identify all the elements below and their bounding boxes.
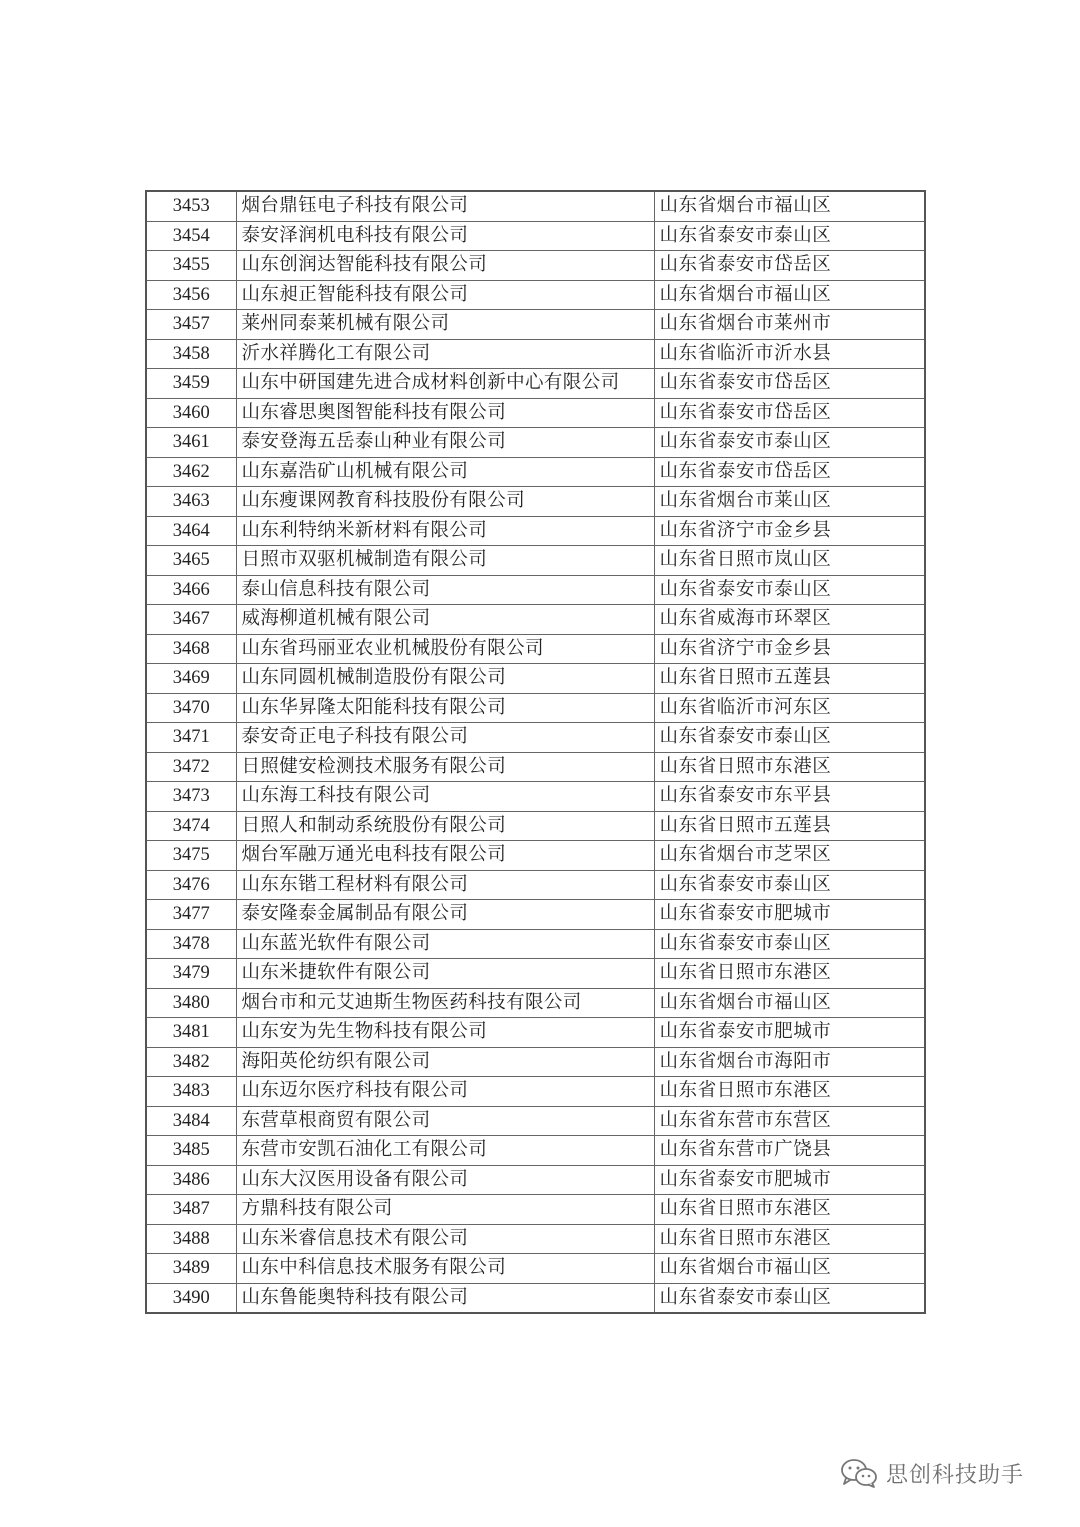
table-row <box>146 369 925 399</box>
company-name: 山东海工科技有限公司 <box>236 782 654 812</box>
row-number: 3464 <box>146 516 236 546</box>
table-row <box>146 841 925 871</box>
row-number: 3483 <box>146 1077 236 1107</box>
table-row <box>146 546 925 576</box>
watermark-text: 思创科技助手 <box>886 1462 1025 1488</box>
company-location: 山东省烟台市福山区 <box>654 191 925 221</box>
company-name: 东营草根商贸有限公司 <box>236 1106 654 1136</box>
row-number: 3454 <box>146 221 236 251</box>
table-row <box>146 664 925 694</box>
company-name: 山东大汉医用设备有限公司 <box>236 1165 654 1195</box>
row-number: 3453 <box>146 191 236 221</box>
row-number: 3484 <box>146 1106 236 1136</box>
table-row <box>146 457 925 487</box>
company-name: 海阳英伦纺织有限公司 <box>236 1047 654 1077</box>
company-list-table <box>145 190 926 1314</box>
company-location: 山东省泰安市泰山区 <box>654 929 925 959</box>
row-number: 3461 <box>146 428 236 458</box>
company-location: 山东省临沂市河东区 <box>654 693 925 723</box>
company-location: 山东省泰安市泰山区 <box>654 428 925 458</box>
wechat-icon <box>840 1458 878 1488</box>
company-name: 山东东锴工程材料有限公司 <box>236 870 654 900</box>
company-location: 山东省济宁市金乡县 <box>654 516 925 546</box>
table-row <box>146 428 925 458</box>
row-number: 3480 <box>146 988 236 1018</box>
table-row <box>146 310 925 340</box>
company-name: 东营市安凯石油化工有限公司 <box>236 1136 654 1166</box>
company-name: 山东蓝光软件有限公司 <box>236 929 654 959</box>
company-location: 山东省泰安市泰山区 <box>654 870 925 900</box>
company-name: 烟台鼎钰电子科技有限公司 <box>236 191 654 221</box>
company-location: 山东省日照市东港区 <box>654 1195 925 1225</box>
row-number: 3481 <box>146 1018 236 1048</box>
company-name: 山东同圆机械制造股份有限公司 <box>236 664 654 694</box>
row-number: 3467 <box>146 605 236 635</box>
table-row <box>146 811 925 841</box>
company-location: 山东省日照市东港区 <box>654 1224 925 1254</box>
table-row <box>146 398 925 428</box>
row-number: 3479 <box>146 959 236 989</box>
table-row <box>146 1018 925 1048</box>
company-name: 山东米捷软件有限公司 <box>236 959 654 989</box>
table-row <box>146 280 925 310</box>
company-location: 山东省东营市东营区 <box>654 1106 925 1136</box>
row-number: 3459 <box>146 369 236 399</box>
row-number: 3458 <box>146 339 236 369</box>
company-name: 威海柳道机械有限公司 <box>236 605 654 635</box>
table-row <box>146 1224 925 1254</box>
row-number: 3457 <box>146 310 236 340</box>
company-name: 泰安泽润机电科技有限公司 <box>236 221 654 251</box>
company-name: 山东嘉浩矿山机械有限公司 <box>236 457 654 487</box>
table-row <box>146 870 925 900</box>
company-location: 山东省临沂市沂水县 <box>654 339 925 369</box>
row-number: 3490 <box>146 1283 236 1313</box>
table-row <box>146 959 925 989</box>
row-number: 3470 <box>146 693 236 723</box>
company-name: 山东瘦课网教育科技股份有限公司 <box>236 487 654 517</box>
row-number: 3456 <box>146 280 236 310</box>
company-name: 日照健安检测技术服务有限公司 <box>236 752 654 782</box>
table-row <box>146 1254 925 1284</box>
row-number: 3466 <box>146 575 236 605</box>
company-location: 山东省烟台市福山区 <box>654 280 925 310</box>
company-name: 莱州同泰莱机械有限公司 <box>236 310 654 340</box>
company-name: 山东迈尔医疗科技有限公司 <box>236 1077 654 1107</box>
company-location: 山东省烟台市莱州市 <box>654 310 925 340</box>
table-row <box>146 1106 925 1136</box>
table-row <box>146 516 925 546</box>
row-number: 3488 <box>146 1224 236 1254</box>
company-location: 山东省烟台市海阳市 <box>654 1047 925 1077</box>
table-row <box>146 782 925 812</box>
company-location: 山东省烟台市福山区 <box>654 988 925 1018</box>
company-name: 日照市双驱机械制造有限公司 <box>236 546 654 576</box>
company-location: 山东省日照市东港区 <box>654 752 925 782</box>
table-row <box>146 988 925 1018</box>
table-row <box>146 634 925 664</box>
table-row <box>146 1195 925 1225</box>
row-number: 3472 <box>146 752 236 782</box>
company-location: 山东省日照市东港区 <box>654 1077 925 1107</box>
company-name: 山东米睿信息技术有限公司 <box>236 1224 654 1254</box>
company-name: 山东中科信息技术服务有限公司 <box>236 1254 654 1284</box>
row-number: 3477 <box>146 900 236 930</box>
company-location: 山东省烟台市莱山区 <box>654 487 925 517</box>
table-row <box>146 929 925 959</box>
company-location: 山东省泰安市岱岳区 <box>654 457 925 487</box>
company-name: 沂水祥腾化工有限公司 <box>236 339 654 369</box>
company-location: 山东省泰安市肥城市 <box>654 1018 925 1048</box>
row-number: 3468 <box>146 634 236 664</box>
row-number: 3489 <box>146 1254 236 1284</box>
row-number: 3473 <box>146 782 236 812</box>
row-number: 3465 <box>146 546 236 576</box>
company-location: 山东省泰安市岱岳区 <box>654 251 925 281</box>
company-location: 山东省日照市五莲县 <box>654 811 925 841</box>
company-name: 泰山信息科技有限公司 <box>236 575 654 605</box>
company-location: 山东省泰安市东平县 <box>654 782 925 812</box>
row-number: 3475 <box>146 841 236 871</box>
company-name: 山东睿思奥图智能科技有限公司 <box>236 398 654 428</box>
row-number: 3462 <box>146 457 236 487</box>
row-number: 3471 <box>146 723 236 753</box>
company-location: 山东省泰安市泰山区 <box>654 221 925 251</box>
company-name: 方鼎科技有限公司 <box>236 1195 654 1225</box>
row-number: 3455 <box>146 251 236 281</box>
row-number: 3476 <box>146 870 236 900</box>
company-location: 山东省泰安市肥城市 <box>654 900 925 930</box>
table-row <box>146 605 925 635</box>
table-row <box>146 723 925 753</box>
table-row <box>146 575 925 605</box>
company-name: 山东鲁能奥特科技有限公司 <box>236 1283 654 1313</box>
row-number: 3485 <box>146 1136 236 1166</box>
table-row <box>146 693 925 723</box>
row-number: 3460 <box>146 398 236 428</box>
company-name: 山东中研国建先进合成材料创新中心有限公司 <box>236 369 654 399</box>
company-location: 山东省泰安市岱岳区 <box>654 398 925 428</box>
company-name: 泰安登海五岳泰山种业有限公司 <box>236 428 654 458</box>
company-location: 山东省烟台市芝罘区 <box>654 841 925 871</box>
table-body <box>146 191 925 1313</box>
company-location: 山东省泰安市岱岳区 <box>654 369 925 399</box>
company-location: 山东省泰安市泰山区 <box>654 723 925 753</box>
company-location: 山东省济宁市金乡县 <box>654 634 925 664</box>
row-number: 3469 <box>146 664 236 694</box>
company-name: 泰安奇正电子科技有限公司 <box>236 723 654 753</box>
company-name: 泰安隆泰金属制品有限公司 <box>236 900 654 930</box>
table-row <box>146 1283 925 1313</box>
table-row <box>146 251 925 281</box>
row-number: 3474 <box>146 811 236 841</box>
company-name: 山东创润达智能科技有限公司 <box>236 251 654 281</box>
watermark <box>840 1455 1024 1491</box>
company-name: 山东利特纳米新材料有限公司 <box>236 516 654 546</box>
company-location: 山东省日照市东港区 <box>654 959 925 989</box>
row-number: 3463 <box>146 487 236 517</box>
table-row <box>146 487 925 517</box>
company-location: 山东省泰安市肥城市 <box>654 1165 925 1195</box>
row-number: 3486 <box>146 1165 236 1195</box>
company-location: 山东省烟台市福山区 <box>654 1254 925 1284</box>
company-name: 山东昶正智能科技有限公司 <box>236 280 654 310</box>
table-row <box>146 1136 925 1166</box>
company-name: 日照人和制动系统股份有限公司 <box>236 811 654 841</box>
company-name: 烟台市和元艾迪斯生物医药科技有限公司 <box>236 988 654 1018</box>
table-row <box>146 221 925 251</box>
company-location: 山东省泰安市泰山区 <box>654 1283 925 1313</box>
table-row <box>146 1165 925 1195</box>
table-row <box>146 1047 925 1077</box>
row-number: 3478 <box>146 929 236 959</box>
table-row <box>146 191 925 221</box>
company-name: 山东华昇隆太阳能科技有限公司 <box>236 693 654 723</box>
row-number: 3482 <box>146 1047 236 1077</box>
company-location: 山东省日照市五莲县 <box>654 664 925 694</box>
company-location: 山东省日照市岚山区 <box>654 546 925 576</box>
company-location: 山东省泰安市泰山区 <box>654 575 925 605</box>
table-row <box>146 900 925 930</box>
company-name: 山东省玛丽亚农业机械股份有限公司 <box>236 634 654 664</box>
table-row <box>146 339 925 369</box>
company-location: 山东省威海市环翠区 <box>654 605 925 635</box>
row-number: 3487 <box>146 1195 236 1225</box>
company-location: 山东省东营市广饶县 <box>654 1136 925 1166</box>
table-row <box>146 752 925 782</box>
company-name: 山东安为先生物科技有限公司 <box>236 1018 654 1048</box>
table-row <box>146 1077 925 1107</box>
company-name: 烟台军融万通光电科技有限公司 <box>236 841 654 871</box>
